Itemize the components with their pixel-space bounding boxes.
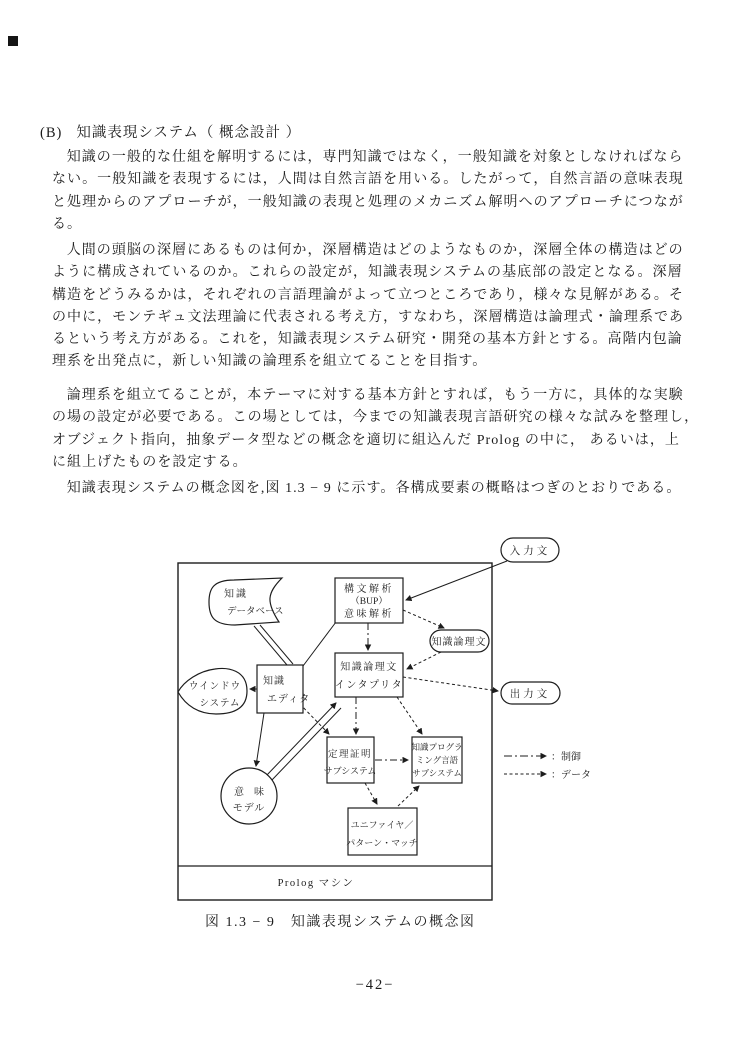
concept-diagram bbox=[0, 528, 750, 918]
window-system-label-2: システム bbox=[199, 699, 241, 709]
scan-artifact-mark bbox=[8, 36, 18, 46]
text-line: ように構成されているのか。これらの設定が，知識表現システムの基底部の設定となる。深層 bbox=[52, 265, 683, 281]
unifier-label-2: パターン・マッチ bbox=[346, 838, 418, 848]
input-sentence-label: 入力文 bbox=[509, 546, 551, 557]
edge-unifier-to-kpl bbox=[398, 786, 419, 806]
edge-logicsentence-to-interpreter bbox=[407, 652, 441, 669]
paragraph-2 bbox=[52, 240, 717, 374]
knowledge-database-label-2: データベース bbox=[227, 607, 284, 617]
text-line: と処理からのアプローチが，一般知識の表現と処理のメカニズム解明へのアプローチにつなが bbox=[52, 194, 684, 210]
output-sentence-label: 出力文 bbox=[509, 689, 551, 700]
knowledge-editor-label-2: エディタ bbox=[267, 694, 311, 705]
edge-editor-to-semantic bbox=[256, 713, 264, 766]
edge-parser-to-logicsentence bbox=[403, 610, 444, 628]
figure-caption: 図 1.3 − 9 知識表現システムの概念図 bbox=[205, 915, 476, 930]
legend-control-label: ：制御 bbox=[551, 752, 581, 763]
prolog-machine-label: Prolog マシン bbox=[277, 878, 355, 889]
edge-interpreter-to-output bbox=[403, 677, 498, 691]
paragraph-1 bbox=[52, 147, 717, 236]
interpreter-label-1: 知識論理文 bbox=[340, 662, 398, 673]
theorem-proving-node bbox=[327, 737, 374, 783]
knowledge-programming-label-2: ミング言語 bbox=[415, 755, 459, 765]
parser-label-2: （BUP） bbox=[350, 597, 388, 607]
text-line: オブジェクト指向，抽象データ型などの概念を適切に組込んだ Prolog の中に， あるいは，上 bbox=[52, 432, 680, 448]
knowledge-programming-label-3: サブシステム bbox=[412, 768, 462, 778]
section-title: 知識表現システム（ 概念設計 ） bbox=[76, 125, 302, 141]
text-line: 構造をどうみるかは，それぞれの言語理論がよって立つところであり，様々な見解がある。そ bbox=[52, 287, 684, 303]
paragraph-4 bbox=[52, 478, 717, 500]
text-line: 理系を出発点に，新しい知識の論理系を組立てることを目指す。 bbox=[52, 354, 488, 370]
theorem-proving-label-2: サブシステム bbox=[323, 766, 377, 776]
text-line: 知識の一般的な仕組を解明するには，専門知識ではなく，一般知識を対象としなければなら bbox=[66, 150, 684, 165]
text-line: 人間の頭脳の深層にあるものは何か，深層構造はどのようなものか，深層全体の構造はどの bbox=[66, 243, 684, 258]
knowledge-database-node bbox=[209, 578, 282, 625]
interpreter-label-2: インタプリタ bbox=[334, 680, 404, 691]
legend-data-label: ：データ bbox=[551, 770, 591, 781]
text-line: 知識表現システムの概念図を,図 1.3 − 9 に示す。各構成要素の概略はつぎのとおりである。 bbox=[66, 481, 682, 496]
semantic-model-label-1: 意 味 bbox=[234, 787, 264, 798]
edge-editor-to-parser bbox=[303, 622, 336, 666]
text-line: に組上げたものを設定する。 bbox=[52, 454, 248, 470]
unifier-label-1: ユニファイヤ／ bbox=[350, 820, 414, 830]
theorem-proving-label-1: 定理証明 bbox=[327, 750, 373, 760]
text-line: の中に，モンテギュ文法理論に代表される考え方，すなわち，深層構造は論理式・論理系であ bbox=[52, 309, 685, 325]
parser-label-1: 構文解析 bbox=[344, 584, 394, 595]
knowledge-editor-label-1: 知識 bbox=[263, 676, 285, 687]
knowledge-editor-node bbox=[257, 665, 303, 713]
section-heading bbox=[40, 121, 301, 142]
text-line: 論理系を組立てることが，本テーマに対する基本方針とすれば，もう一方に，具体的な実験 bbox=[66, 388, 684, 403]
parser-label-3: 意味解析 bbox=[344, 609, 394, 620]
paragraph-3 bbox=[52, 385, 717, 474]
edge-theorem-to-unifier bbox=[365, 783, 377, 804]
window-system-label-1: ウインドウ bbox=[188, 682, 242, 692]
knowledge-programming-label-1: 知識プログラ bbox=[411, 742, 463, 752]
text-line: る。 bbox=[52, 216, 83, 232]
edge-db-editor-line1 bbox=[254, 626, 287, 665]
section-label: (B) bbox=[40, 125, 63, 141]
knowledge-database-label-1: 知識 bbox=[224, 589, 248, 600]
knowledge-logic-sentence-label: 知識論理文 bbox=[431, 637, 487, 648]
text-line: の場の設定が必要である。この場としては，今までの知識表現言語研究の様々な試みを整理し， bbox=[52, 410, 700, 426]
semantic-model-label-2: モデル bbox=[232, 803, 266, 814]
edge-db-editor-line2 bbox=[260, 625, 293, 664]
text-line: るという考え方がある。これを，知識表現システム研究・開発の基本方針とする。高階内包論 bbox=[52, 332, 683, 348]
page-number: −42− bbox=[355, 977, 395, 993]
text-line: ない。一般知識を表現するには，人間は自然言語を用いる。したがって，自然言語の意味表現 bbox=[52, 172, 684, 188]
edge-interpreter-to-kpl bbox=[397, 697, 422, 734]
